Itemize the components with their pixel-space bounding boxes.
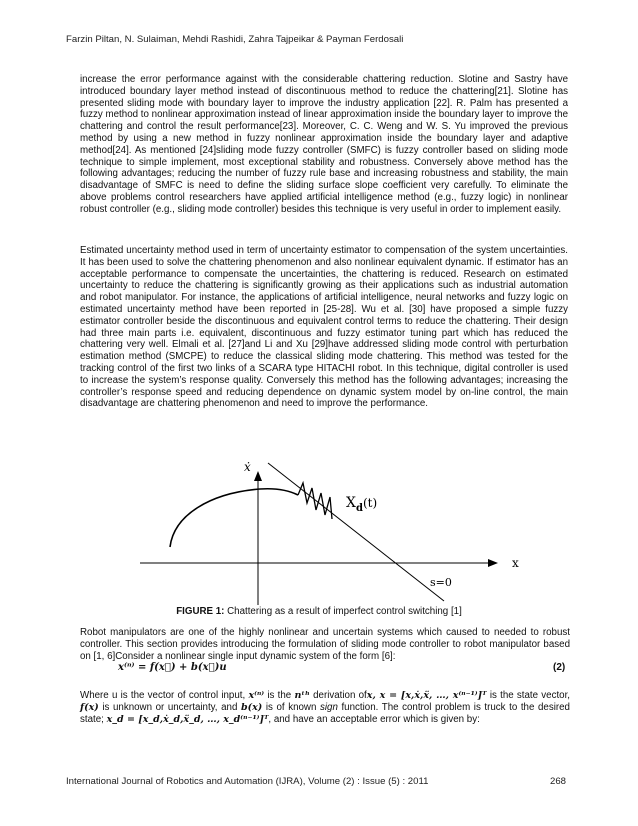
y-axis-label: ẋ — [244, 460, 251, 474]
trajectory-curve — [170, 489, 298, 547]
math-xn: x⁽ⁿ⁾ — [248, 690, 265, 701]
page-footer-journal: International Journal of Robotics and Automation (IJRA), Volume (2) : Issue (5) : 2011 — [66, 776, 429, 787]
page-number: 268 — [550, 776, 567, 787]
math-fx: f(x) — [80, 701, 99, 713]
x-axis-label: x — [512, 556, 519, 570]
math-state-vector: x, x = [x,ẋ,ẍ, …, x⁽ⁿ⁻¹⁾]ᵀ — [366, 690, 487, 701]
equation-2: x⁽ⁿ⁾ = f(x⃗) + b(x⃗)u — [118, 662, 227, 673]
math-desired-state: x_d = [x_d,ẋ_d,ẍ_d, …, x_d⁽ⁿ⁻¹⁾]ᵀ — [106, 713, 269, 725]
paragraph-boundary-layer: increase the error performance against with the considerable chattering reduction. Slotine and Sastry have introduced boundary layer method instead of discontinuous method to reduce the chattering[21]. Slotine has presented sliding mode with boundary layer to improve the industry application [22]. R. Palm has presented a fuzzy method to nonlinear approximation instead of linear approximation inside the boundary layer to improve the chattering and control the result performance[23]. Moreover, C. C. Weng and W. S. Yu improved the previous method by using a new method in fuzzy nonlinear approximation inside the boundary layer and adaptive method[24]. As mentioned [24]sliding mode fuzzy controller (SMFC) is fuzzy controller based on sliding mode technique to simple implement, most exceptional stability and robustness. Conversely above method has the following advantages; reducing the number of fuzzy rule base and increasing robustness and stability, the main disadvantage of SMFC is need to define the sliding surface slope coefficient very carefully. To eliminate the above problems control researchers have applied artificial intelligence method (e.g., fuzzy logic) in nonlinear robust controller (e.g., sliding mode controller) besides this technique is very useful in order to implement easily. — [80, 74, 568, 215]
sliding-surface-line — [268, 463, 444, 601]
sliding-surface-label: s=0 — [430, 576, 452, 589]
page-header-authors: Farzin Piltan, N. Sulaiman, Mehdi Rashidi, Zahra Tajpeikar & Payman Ferdosali — [66, 34, 404, 45]
figure-caption-text: Chattering as a result of imperfect control switching [1] — [224, 606, 462, 617]
figure-caption-label: FIGURE 1: — [176, 606, 225, 617]
paragraph-control-problem: Where u is the vector of control input, x⁽ⁿ⁾ is the nᵗʰ derivation ofx, x = [x,ẋ,ẍ, …, x⁽ⁿ⁻¹⁾]ᵀ is the state vector, f(x) is unknown or uncertainty, and b(x) is of known sign function. The control problem is truck to the desired state; x_d = [x_d,ẋ_d,ẍ_d, …, x_d⁽ⁿ⁻¹⁾]ᵀ, and have an acceptable error which is given by: — [80, 690, 570, 725]
paragraph-robot-manipulators: Robot manipulators are one of the highly nonlinear and uncertain systems which caused to needed to robust controller. This section provides introducing the formulation of sliding mode controller to robot manipulator based on [1, 6]Consider a nonlinear single input dynamic system of the form [6]: — [80, 627, 570, 662]
math-bx: b(x) — [240, 701, 263, 713]
chattering-zigzag — [298, 483, 332, 519]
y-axis-arrow — [254, 471, 262, 481]
chattering-figure — [140, 455, 530, 605]
math-nth: nᵗʰ — [294, 690, 310, 701]
figure-caption — [0, 606, 638, 617]
equation-2-number: (2) — [553, 662, 566, 673]
trajectory-label: $X_d(t)$ — [346, 495, 378, 514]
paragraph-estimated-uncertainty: Estimated uncertainty method used in term of uncertainty estimator to compensation of the system uncertainties. It has been used to solve the chattering phenomenon and also nonlinear equivalent dynamic. If estimator has an acceptable performance to compensate the uncertainties, the chattering is reduced. Research on estimated uncertainty to reduce the chattering is significantly growing as their applications such as industrial automation and robot manipulator. For instance, the applications of artificial intelligence, neural networks and fuzzy logic on estimated uncertainty method have been reported in [25-28]. Wu et al. [30] have proposed a simple fuzzy estimator controller beside the discontinuous and equivalent control terms to reduce the chattering. Their design had three main parts i.e. equivalent, discontinuous and fuzzy estimator tuning part which has reduced the chattering very well. Elmali et al. [27]and Li and Xu [29]have addressed sliding mode control with perturbation estimation method (SMCPE) to reduce the classical sliding mode chattering. This method was tested for the tracking control of the first two links of a SCARA type HITACHI robot. In this technique, digital controller is used to increase the system’s response quality. Conversely this method has the following advantages; increasing the controller’s response speed and reducing dependence on dynamic system model by on-line control, the main disadvantage are chattering phenomenon and need to improve the performance. — [80, 245, 568, 410]
x-axis-arrow — [488, 559, 498, 567]
